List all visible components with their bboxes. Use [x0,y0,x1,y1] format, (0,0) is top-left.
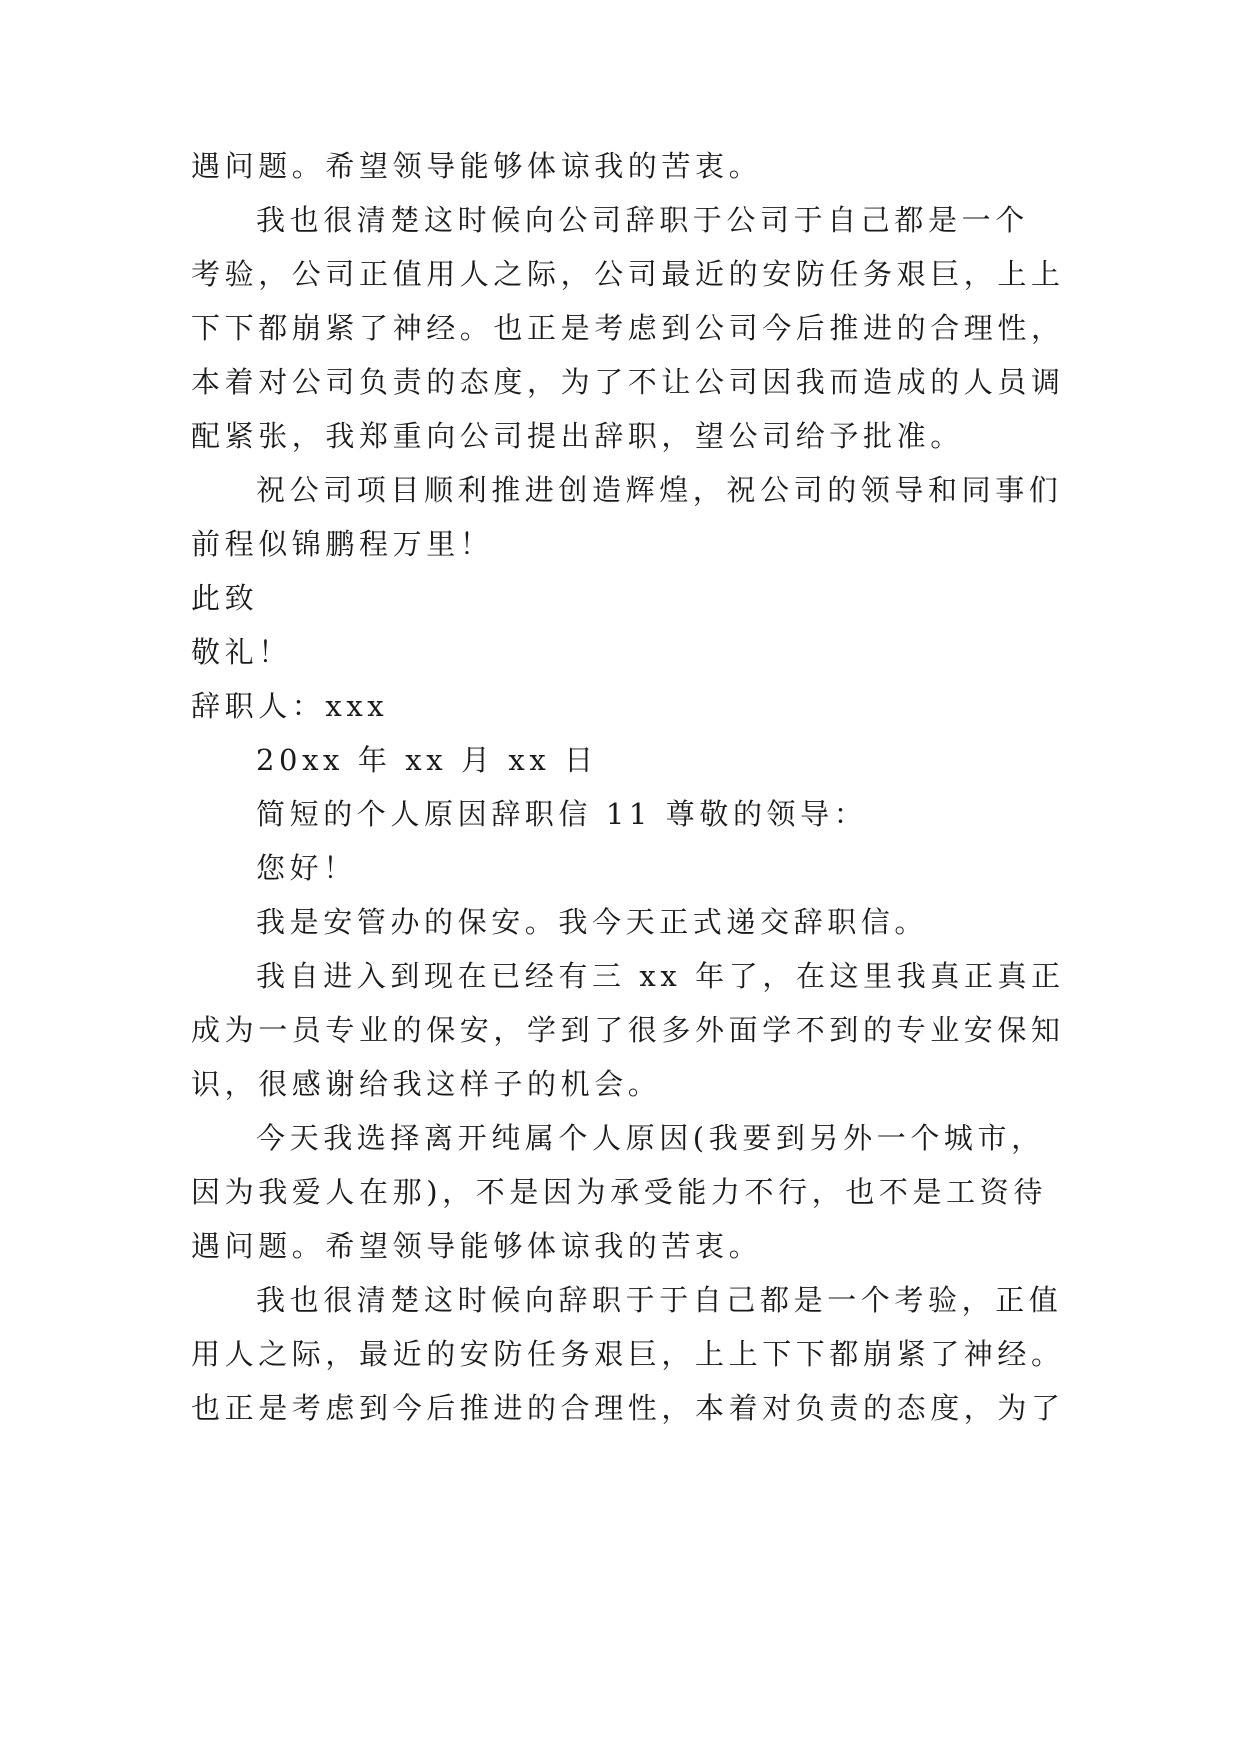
text-line: 也正是考虑到今后推进的合理性，本着对负责的态度，为了 [191,1391,1065,1425]
heading-line: 简短的个人原因辞职信 11 尊敬的领导： [256,797,868,831]
text-line: 前程似锦鹏程万里！ [191,527,494,561]
text-line: 配紧张，我郑重向公司提出辞职，望公司给予批准。 [191,419,964,453]
greeting-line: 您好！ [256,851,357,885]
salutation-line: 敬礼！ [191,635,292,669]
text-line: 下下都崩紧了神经。也正是考虑到公司今后推进的合理性， [191,311,1065,345]
text-line: 今天我选择离开纯属个人原因(我要到另外一个城市， [256,1121,1045,1155]
text-line: 本着对公司负责的态度，为了不让公司因我而造成的人员调 [191,365,1065,399]
text-line: 遇问题。希望领导能够体谅我的苦衷。 [191,149,763,183]
text-line: 考验，公司正值用人之际，公司最近的安防任务艰巨，上上 [191,257,1065,291]
date-line: 20xx 年 xx 月 xx 日 [256,743,598,777]
text-line: 我也很清楚这时候向公司辞职于公司于自己都是一个 [256,203,1029,237]
text-line: 用人之际，最近的安防任务艰巨，上上下下都崩紧了神经。 [191,1337,1065,1371]
text-line: 我是安管办的保安。我今天正式递交辞职信。 [256,905,929,939]
text-line: 我也很清楚这时候向辞职于于自己都是一个考验，正值 [256,1283,1063,1317]
signature-line: 辞职人：xxx [191,689,389,723]
text-line: 因为我爱人在那)，不是因为承受能力不行，也不是工资待 [191,1175,1047,1209]
text-line: 遇问题。希望领导能够体谅我的苦衷。 [191,1229,763,1263]
text-line: 祝公司项目顺利推进创造辉煌，祝公司的领导和同事们 [256,473,1063,507]
text-line: 识，很感谢给我这样子的机会。 [191,1067,662,1101]
text-line: 成为一员专业的保安，学到了很多外面学不到的专业安保知 [191,1013,1065,1047]
text-line: 我自进入到现在已经有三 xx 年了，在这里我真正真正 [256,959,1065,993]
closing-line: 此致 [191,581,259,615]
